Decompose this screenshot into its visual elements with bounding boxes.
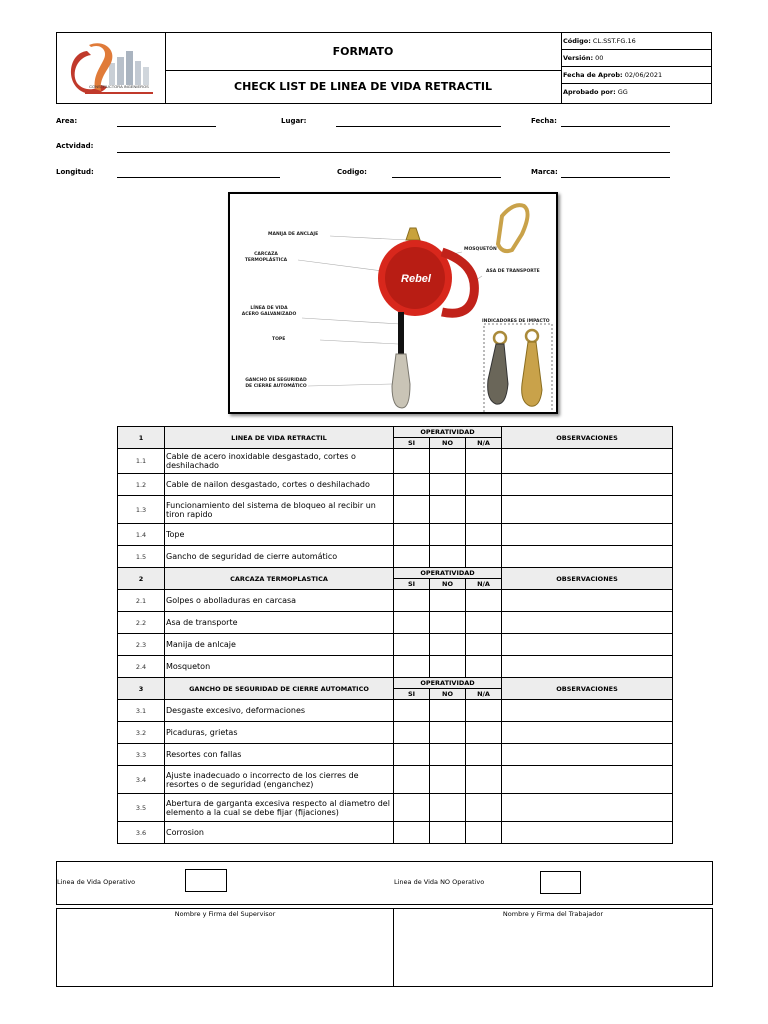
si-cell[interactable] [394,822,430,844]
checklist-item-row [118,612,673,634]
no-operativo-label: Linea de Vida NO Operativo [394,878,485,886]
item-description: Cable de acero inoxidable desgastado, cortes o deshilachado [165,449,394,474]
checklist-item-row [118,449,673,474]
brand-label: Rebel [401,273,431,285]
item-number: 2.2 [118,612,165,634]
item-description: Picaduras, grietas [165,722,394,744]
item-number: 3.5 [118,794,165,822]
si-cell[interactable] [394,744,430,766]
section-title: LINEA DE VIDA RETRACTIL [165,427,394,449]
si-cell[interactable] [394,634,430,656]
no-cell[interactable] [430,744,466,766]
document-type-title: FORMATO [165,33,562,71]
no-cell[interactable] [430,766,466,794]
no-cell[interactable] [430,794,466,822]
observaciones-cell[interactable] [502,524,673,546]
marca-field[interactable] [561,177,670,178]
observaciones-cell[interactable] [502,634,673,656]
item-description: Cable de nailon desgastado, cortes o deshilachado [165,474,394,496]
na-cell[interactable] [466,612,502,634]
no-cell[interactable] [430,449,466,474]
na-cell[interactable] [466,634,502,656]
no-header: NO [430,689,466,700]
lugar-field[interactable] [336,126,501,127]
na-cell[interactable] [466,449,502,474]
meta-version: Versión: 00 [561,50,711,67]
si-cell[interactable] [394,794,430,822]
checklist-item-row [118,634,673,656]
si-cell[interactable] [394,612,430,634]
lugar-label: Lugar: [281,117,307,125]
document-title: CHECK LIST DE LINEA DE VIDA RETRACTIL [165,70,562,103]
section-number: 1 [118,427,165,449]
observaciones-header: OBSERVACIONES [502,427,673,449]
section-title: CARCAZA TERMOPLASTICA [165,568,394,590]
operativo-label: Linea de Vida Operativo [57,878,136,886]
no-operativo-checkbox[interactable] [540,871,581,894]
no-cell[interactable] [430,590,466,612]
no-header: NO [430,438,466,449]
fecha-label: Fecha: [531,117,557,125]
area-label: Area: [56,117,78,125]
checklist-item-row [118,744,673,766]
observaciones-cell[interactable] [502,794,673,822]
si-cell[interactable] [394,766,430,794]
si-cell[interactable] [394,722,430,744]
meta-approved-by: Aprobado por: GG [563,88,628,96]
observaciones-cell[interactable] [502,474,673,496]
checklist-item-row [118,496,673,524]
document-header [56,32,712,104]
item-number: 2.4 [118,656,165,678]
item-number: 1.5 [118,546,165,568]
si-cell[interactable] [394,496,430,524]
section-number: 2 [118,568,165,590]
no-cell[interactable] [430,546,466,568]
na-header: N/A [466,689,502,700]
operatividad-header: OPERATIVIDAD [394,427,502,438]
label-linea-vida: LÍNEA DE VIDA ACERO GALVANIZADO [241,306,297,317]
label-indicadores-impacto: INDICADORES DE IMPACTO [482,319,550,324]
checklist-item-row [118,766,673,794]
na-header: N/A [466,579,502,590]
checklist-item-row [118,524,673,546]
operatividad-header: OPERATIVIDAD [394,568,502,579]
no-cell[interactable] [430,722,466,744]
item-description: Gancho de seguridad de cierre automático [165,546,394,568]
meta-code: Código: CL.SST.FG.16 [561,33,711,50]
observaciones-cell[interactable] [502,722,673,744]
operativo-checkbox[interactable] [185,869,227,892]
si-header: SI [394,579,430,590]
item-description: Desgaste excesivo, deformaciones [165,700,394,722]
longitud-field[interactable] [117,177,280,178]
company-name: CONSTRUCTORA INGENIEROS [89,84,149,89]
label-carcasa: CARCAZA TERMOPLÁSTICA [244,252,288,263]
item-number: 3.2 [118,722,165,744]
item-number: 2.3 [118,634,165,656]
checklist-item-row [118,822,673,844]
item-number: 3.1 [118,700,165,722]
no-cell[interactable] [430,822,466,844]
fecha-field[interactable] [561,126,670,127]
si-header: SI [394,438,430,449]
marca-label: Marca: [531,168,558,176]
checklist-item-row [118,474,673,496]
item-description: Corrosion [165,822,394,844]
si-header: SI [394,689,430,700]
no-cell[interactable] [430,634,466,656]
company-logo [57,33,166,103]
checklist-item-row [118,794,673,822]
observaciones-cell[interactable] [502,766,673,794]
na-cell[interactable] [466,700,502,722]
no-cell[interactable] [430,656,466,678]
item-number: 1.3 [118,496,165,524]
si-cell[interactable] [394,524,430,546]
operatividad-header: OPERATIVIDAD [394,678,502,689]
observaciones-cell[interactable] [502,590,673,612]
observaciones-header: OBSERVACIONES [502,678,673,700]
na-cell[interactable] [466,590,502,612]
actividad-field[interactable] [117,152,670,153]
observaciones-cell[interactable] [502,744,673,766]
si-cell[interactable] [394,546,430,568]
worker-signature-label: Nombre y Firma del Trabajador [502,910,604,918]
na-cell[interactable] [466,794,502,822]
label-manija-anclaje: MANIJA DE ANCLAJE [268,232,319,237]
observaciones-cell[interactable] [502,656,673,678]
item-number: 1.1 [118,449,165,474]
label-asa-transporte: ASA DE TRANSPORTE [486,269,540,274]
codigo-field[interactable] [392,177,501,178]
observaciones-header: OBSERVACIONES [502,568,673,590]
label-tope: TOPE [272,337,286,342]
na-cell[interactable] [466,496,502,524]
no-header: NO [430,579,466,590]
checklist-item-row [118,656,673,678]
section-title: GANCHO DE SEGURIDAD DE CIERRE AUTOMATICO [165,678,394,700]
area-field[interactable] [117,126,216,127]
na-cell[interactable] [466,656,502,678]
na-cell[interactable] [466,744,502,766]
longitud-label: Longitud: [56,168,94,176]
na-cell[interactable] [466,822,502,844]
codigo-label: Codigo: [337,168,367,176]
observaciones-cell[interactable] [502,546,673,568]
si-cell[interactable] [394,656,430,678]
na-cell[interactable] [466,546,502,568]
equipment-diagram [228,192,558,414]
no-cell[interactable] [430,474,466,496]
item-description: Funcionamiento del sistema de bloqueo al recibir un tiron rapido [165,496,394,524]
observaciones-cell[interactable] [502,822,673,844]
item-number: 1.2 [118,474,165,496]
item-number: 1.4 [118,524,165,546]
label-gancho: GANCHO DE SEGURIDAD DE CIERRE AUTOMÁTICO [245,378,307,389]
observaciones-cell[interactable] [502,612,673,634]
na-cell[interactable] [466,766,502,794]
item-description: Manija de anlcaje [165,634,394,656]
item-description: Mosqueton [165,656,394,678]
na-header: N/A [466,438,502,449]
item-description: Ajuste inadecuado o incorrecto de los cierres de resortes o de seguridad (enganchez) [165,766,394,794]
section-header-row [118,427,673,438]
signature-section [56,908,713,987]
section-header-row [118,568,673,579]
na-cell[interactable] [466,524,502,546]
item-description: Golpes o abolladuras en carcasa [165,590,394,612]
status-section [56,861,713,905]
item-description: Abertura de garganta excesiva respecto al diametro del elemento a la cual se debe fijar (fijaciones) [165,794,394,822]
si-cell[interactable] [394,590,430,612]
checklist-item-row [118,700,673,722]
section-header-row [118,678,673,689]
item-description: Tope [165,524,394,546]
item-number: 3.3 [118,744,165,766]
checklist-table [117,426,673,844]
si-cell[interactable] [394,700,430,722]
item-number: 3.4 [118,766,165,794]
no-cell[interactable] [430,612,466,634]
si-cell[interactable] [394,474,430,496]
item-number: 2.1 [118,590,165,612]
no-cell[interactable] [430,524,466,546]
no-cell[interactable] [430,700,466,722]
checklist-item-row [118,546,673,568]
item-description: Asa de transporte [165,612,394,634]
observaciones-cell[interactable] [502,496,673,524]
na-cell[interactable] [466,722,502,744]
supervisor-signature-label: Nombre y Firma del Supervisor [174,910,276,918]
observaciones-cell[interactable] [502,449,673,474]
no-cell[interactable] [430,496,466,524]
section-number: 3 [118,678,165,700]
actividad-label: Actvidad: [56,142,94,150]
item-number: 3.6 [118,822,165,844]
si-cell[interactable] [394,449,430,474]
label-mosqueton: MOSQUETÓN [464,247,497,252]
meta-approval-date: Fecha de Aprob: 02/06/2021 [561,67,711,84]
item-description: Resortes con fallas [165,744,394,766]
checklist-item-row [118,590,673,612]
checklist-item-row [118,722,673,744]
observaciones-cell[interactable] [502,700,673,722]
na-cell[interactable] [466,474,502,496]
